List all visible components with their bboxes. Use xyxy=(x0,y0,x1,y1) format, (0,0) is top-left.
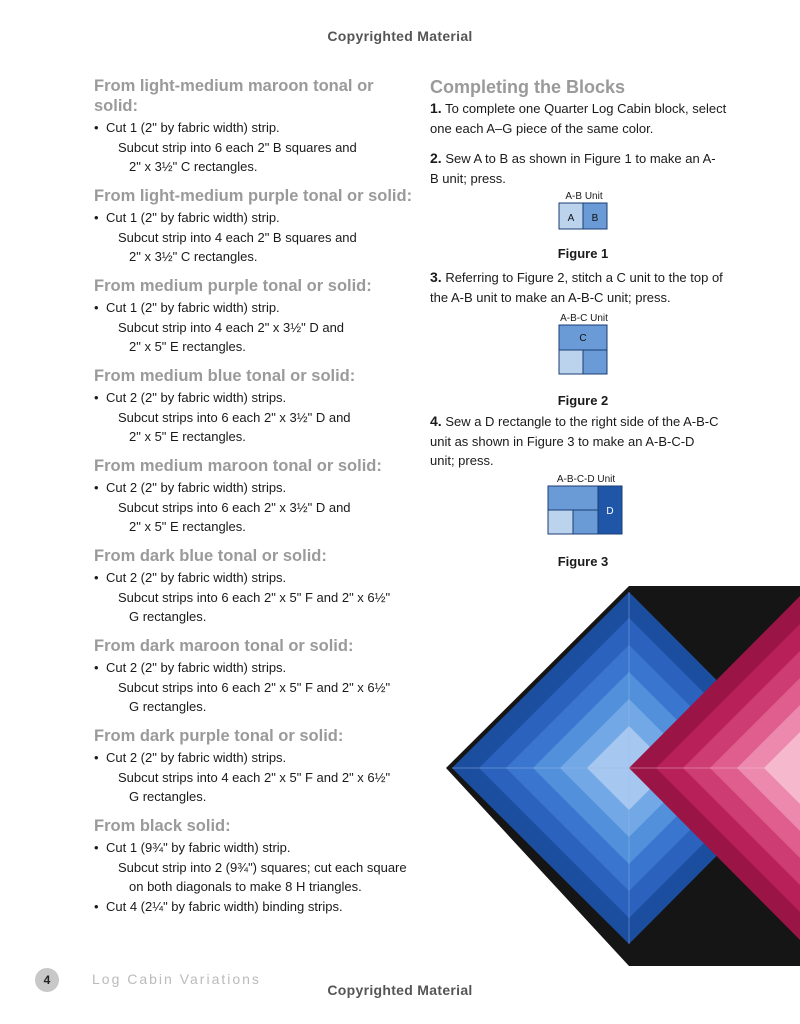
subcut-line: Subcut strips into 6 each 2" x 5" F and 2" x 6½" xyxy=(118,589,391,605)
figure-2-caption: Figure 2 xyxy=(557,393,609,408)
subcut-line-cont: G rectangles. xyxy=(129,699,207,714)
running-title: Log Cabin Variations xyxy=(92,971,261,987)
subcut-line-cont: on both diagonals to make 8 H triangles. xyxy=(129,879,362,894)
piece-a xyxy=(548,510,573,534)
section-heading: From dark maroon tonal or solid: xyxy=(94,636,354,655)
page-number: 4 xyxy=(35,968,59,992)
subcut-line-cont: 2" x 3½" C rectangles. xyxy=(129,159,258,174)
section-heading: From light-medium maroon tonal or solid: xyxy=(94,77,374,115)
subcut-line-cont: 2" x 5" E rectangles. xyxy=(129,339,246,354)
section-heading: From medium maroon tonal or solid: xyxy=(94,456,382,475)
figure-unit-label: A-B Unit xyxy=(565,191,603,202)
subcut-line-cont: G rectangles. xyxy=(129,609,207,624)
cutting-section xyxy=(94,187,414,267)
subcut-line: Subcut strips into 4 each 2" x 5" F and 2" x 6½" xyxy=(118,769,391,785)
abc-unit-diagram xyxy=(544,324,624,380)
completing-blocks xyxy=(430,77,750,188)
ab-unit-diagram xyxy=(544,202,624,232)
abcd-unit-diagram xyxy=(546,485,626,537)
step-3 xyxy=(430,268,730,307)
subcut-line: Subcut strips into 6 each 2" x 3½" D and xyxy=(118,409,351,425)
subcut-instruction xyxy=(94,228,414,267)
cut-instruction: • Cut 2 (2" by fabric width) strips. xyxy=(94,658,414,678)
subcut-line-cont: 2" x 5" E rectangles. xyxy=(129,519,246,534)
cutting-section xyxy=(94,77,414,177)
step-text: Sew a D rectangle to the right side of the A-B-C unit as shown in Figure 3 to make an A-B-C-D unit; press. xyxy=(430,414,719,468)
section-heading: From medium blue tonal or solid: xyxy=(94,366,356,385)
cutting-section xyxy=(94,367,414,447)
step-number: 4. xyxy=(430,413,442,429)
section-heading: From medium purple tonal or solid: xyxy=(94,276,372,295)
cut-instruction: • Cut 4 (2¼" by fabric width) binding strips. xyxy=(94,897,414,917)
subcut-line-cont: 2" x 5" E rectangles. xyxy=(129,429,246,444)
piece-a-label: A xyxy=(567,213,575,224)
figure-2 xyxy=(544,313,624,380)
cut-instruction: • Cut 2 (2" by fabric width) strips. xyxy=(94,748,414,768)
figure-unit-label: A-B-C-D Unit xyxy=(556,474,616,485)
cut-instruction: • Cut 1 (2" by fabric width) strip. xyxy=(94,208,414,228)
figure-1-caption: Figure 1 xyxy=(557,246,609,261)
cutting-section xyxy=(94,547,414,627)
step-2 xyxy=(430,149,720,188)
subcut-line: Subcut strips into 6 each 2" x 3½" D and xyxy=(118,499,351,515)
figure-3-caption: Figure 3 xyxy=(557,554,609,569)
copyright-watermark-top: Copyrighted Material xyxy=(327,28,473,44)
figure-1 xyxy=(544,191,624,232)
piece-d-label: D xyxy=(606,506,614,517)
piece-a xyxy=(559,350,583,374)
cut-instruction: • Cut 2 (2" by fabric width) strips. xyxy=(94,478,414,498)
section-heading: From light-medium purple tonal or solid: xyxy=(94,186,413,205)
subcut-line: Subcut strip into 4 each 2" B squares and xyxy=(118,229,357,245)
section-heading: From dark purple tonal or solid: xyxy=(94,726,344,745)
subcut-line-cont: G rectangles. xyxy=(129,789,207,804)
cutting-section xyxy=(94,457,414,537)
completing-heading: Completing the Blocks xyxy=(430,77,626,97)
subcut-instruction xyxy=(94,138,414,177)
cut-instruction: • Cut 1 (9¾" by fabric width) strip. xyxy=(94,838,414,858)
cutting-section xyxy=(94,727,414,807)
subcut-instruction xyxy=(94,408,414,447)
piece-b xyxy=(573,510,598,534)
subcut-instruction xyxy=(94,858,414,897)
piece-c-label: C xyxy=(579,333,587,344)
cut-instruction: • Cut 2 (2" by fabric width) strips. xyxy=(94,568,414,588)
cutting-section xyxy=(94,637,414,717)
section-heading: From black solid: xyxy=(94,816,231,835)
subcut-line: Subcut strip into 4 each 2" x 3½" D and xyxy=(118,319,345,335)
cut-instruction: • Cut 1 (2" by fabric width) strip. xyxy=(94,298,414,318)
step-4 xyxy=(430,412,720,471)
subcut-instruction xyxy=(94,768,414,807)
piece-c xyxy=(548,486,598,510)
section-heading: From dark blue tonal or solid: xyxy=(94,546,327,565)
figure-3 xyxy=(546,474,626,537)
subcut-line: Subcut strip into 6 each 2" B squares and xyxy=(118,139,357,155)
piece-b-label: B xyxy=(591,213,599,224)
subcut-instruction xyxy=(94,588,414,627)
copyright-watermark-bottom: Copyrighted Material xyxy=(327,982,473,998)
step-number: 1. xyxy=(430,100,442,116)
cutting-list xyxy=(94,77,414,926)
step-text: Referring to Figure 2, stitch a C unit to the top of the A-B unit to make an A-B-C unit; press. xyxy=(430,270,723,305)
cutting-section xyxy=(94,277,414,357)
step-number: 3. xyxy=(430,269,442,285)
cut-instruction: • Cut 2 (2" by fabric width) strips. xyxy=(94,388,414,408)
step-1 xyxy=(430,99,750,138)
subcut-instruction xyxy=(94,678,414,717)
subcut-line-cont: 2" x 3½" C rectangles. xyxy=(129,249,258,264)
quilt-photo xyxy=(424,578,800,966)
subcut-line: Subcut strip into 2 (9¾") squares; cut each square xyxy=(118,859,407,875)
step-number: 2. xyxy=(430,150,442,166)
piece-b xyxy=(583,350,607,374)
subcut-instruction xyxy=(94,318,414,357)
subcut-instruction xyxy=(94,498,414,537)
quilt-table-runner-image xyxy=(424,578,800,966)
step-text: To complete one Quarter Log Cabin block, select one each A–G piece of the same color. xyxy=(430,101,727,136)
cut-instruction: • Cut 1 (2" by fabric width) strip. xyxy=(94,118,414,138)
figure-unit-label: A-B-C Unit xyxy=(560,313,608,324)
step-text: Sew A to B as shown in Figure 1 to make an A-B unit; press. xyxy=(430,151,716,186)
subcut-line: Subcut strips into 6 each 2" x 5" F and 2" x 6½" xyxy=(118,679,391,695)
cutting-section xyxy=(94,817,414,917)
